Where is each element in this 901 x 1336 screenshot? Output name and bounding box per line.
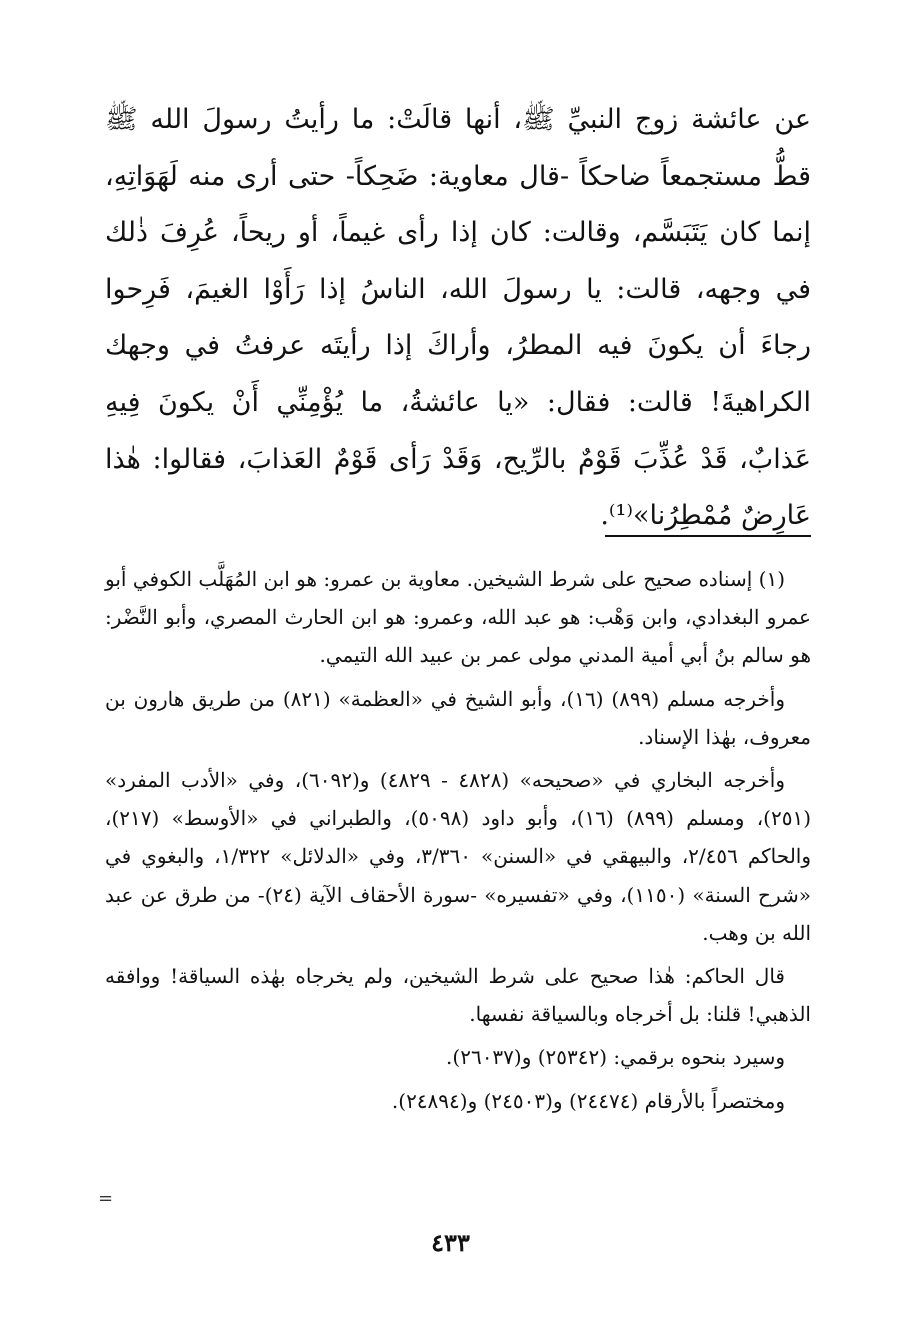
hadith-paragraph: عن عائشة زوج النبيِّ ﷺ، أنها قالَتْ: ما رأيتُ رسولَ الله ﷺ قطُّ مستجمعاً ضاحكاً -قال معاوية: ضَحِكاً- حتى أرى منه لَهَوَاتِهِ، إنما كان يَتَبَسَّم، وقالت: كان إذا رأى غيماً، أو ريحاً، عُرِفَ ذٰلك في وجهه، قالت: يا رسولَ الله، الناسُ إذا رَأَوْا الغيمَ، فَرِحوا رجاءَ أن يكونَ فيه المطرُ، وأراكَ إذا رأيتَه عرفتُ في وجهك الكراهيةَ! قالت: فقال: «يا عائشةُ، ما يُؤْمِنِّي أَنْ يكونَ فِيهِ عَذابٌ، قَدْ عُذِّبَ قَوْمٌ بالرِّيح، وَقَدْ رَأى قَوْمٌ العَذابَ، فقالوا: هٰذا عَارِضٌ مُمْطِرُنا»⁽¹⁾. [105,104,811,532]
footnotes-section [105,560,811,1125]
footnote-bukhari: وأخرجه البخاري في «صحيحه» (٤٨٢٨ - ٤٨٢٩) و(٦٠٩٢)، وفي «الأدب المفرد» (٢٥١)، ومسلم (٨٩٩) (١٦)، وأبو داود (٥٠٩٨)، والطبراني في «الأوسط» (٢١٧)، والحاكم ٢/٤٥٦، والبيهقي في «السنن» ٣/٣٦٠، وفي «الدلائل» ١/٣٢٢، والبغوي في «شرح السنة» (١١٥٠)، وفي «تفسيره» -سورة الأحقاف الآية (٢٤)- من طرق عن عبد الله بن وهب. [105,768,811,945]
footnote-muslim: وأخرجه مسلم (٨٩٩) (١٦)، وأبو الشيخ في «العظمة» (٨٢١) من طريق هارون بن معروف، بهٰذا الإسناد. [105,686,811,749]
footnote-separator-line [605,535,811,537]
footnote-hakim: قال الحاكم: هٰذا صحيح على شرط الشيخين، ولم يخرجاه بهٰذه السياقة! ووافقه الذهبي! قلنا: بل أخرجاه وبالسياقة نفسها. [105,964,811,1027]
hadith-text [105,92,811,545]
footnote-abridged-numbers: ومختصراً بالأرقام (٢٤٤٧٤) و(٢٤٥٠٣) و(٢٤٨٩٤). [391,1088,785,1113]
footnote-isnad: (١) إسناده صحيح على شرط الشيخين. معاوية بن عمرو: هو ابن المُهَلَّب الكوفي أبو عمرو البغدادي، وابن وَهْب: هو عبد الله، وعمرو: هو ابن الحارث المصري، وأبو النَّضْر: هو سالم بنُ أبي أمية المدني مولى عمر بن عبيد الله التيمي. [105,567,811,668]
margin-mark: = [98,1188,114,1209]
page-number: ٤٣٣ [431,1228,470,1257]
footnote-cross-reference: وسيرد بنحوه برقمي: (٢٥٣٤٢) و(٢٦٠٣٧). [446,1045,785,1070]
